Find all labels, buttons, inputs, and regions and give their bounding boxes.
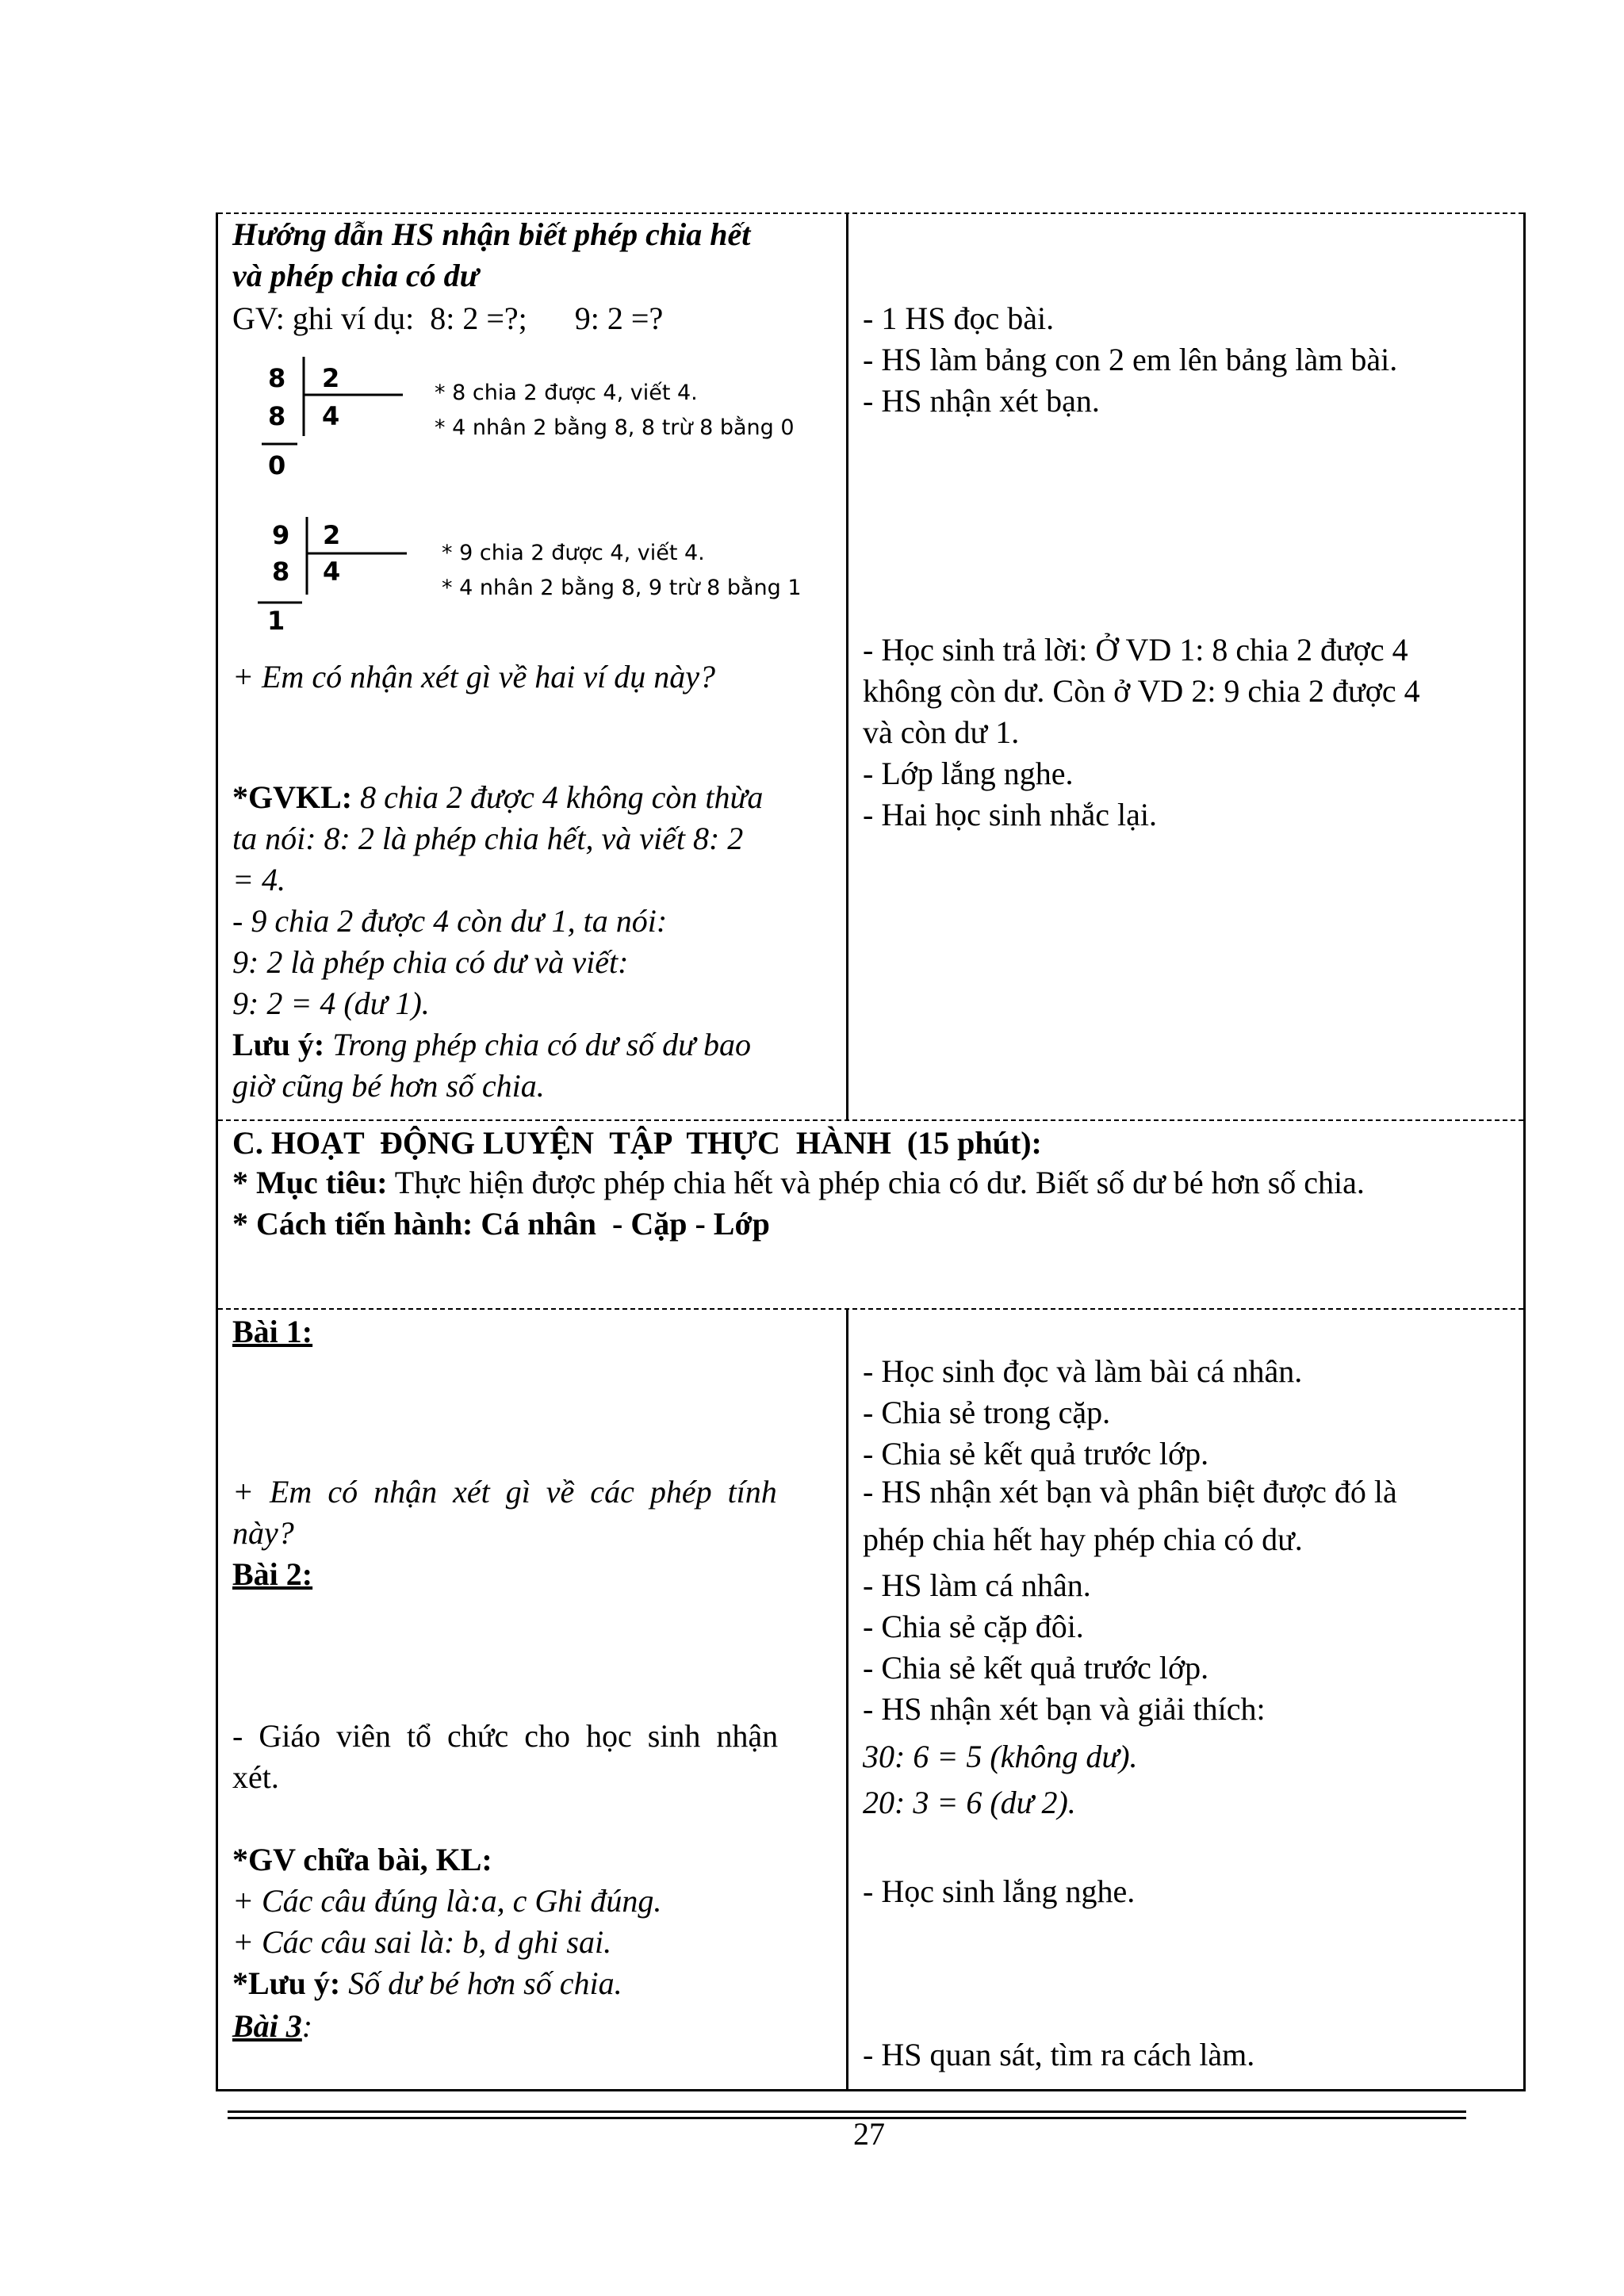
bai-1-step-3: - Chia sẻ kết quả trước lớp.: [863, 1436, 1209, 1471]
bai-2-result-2: 20: 3 = 6 (dư 2).: [863, 1785, 1076, 1820]
luu-y-2-line: [232, 1963, 622, 2004]
cach-tien-hanh: * Cách tiến hành: Cá nhân - Cặp - Lớp: [232, 1206, 770, 1242]
remainder: 1: [267, 606, 285, 636]
bai-1-step-2: - Chia sẻ trong cặp.: [863, 1395, 1111, 1430]
luu-y-line-1: [232, 1024, 751, 1066]
question-two-examples: + Em có nhận xét gì về hai ví dụ này?: [232, 659, 716, 695]
example-line: GV: ghi ví dụ: 8: 2 =?; 9: 2 =?: [232, 300, 664, 336]
gv-organize-line-2: xét.: [232, 1759, 279, 1795]
right-item-repeat: - Hai học sinh nhắc lại.: [863, 797, 1157, 832]
wrong-answers: + Các câu sai là: b, d ghi sai.: [232, 1924, 612, 1960]
division-note-1: * 8 chia 2 được 4, viết 4.: [435, 381, 698, 405]
bai-1-question-line-2: này?: [232, 1515, 294, 1551]
bai-1-label: Bài 1:: [232, 1314, 313, 1349]
luu-y-2-label: *Lưu ý:: [232, 1965, 341, 2001]
gvkl-line-1: [232, 777, 763, 818]
column-divider-upper: [846, 212, 848, 1119]
section-c-title: C. HOẠT ĐỘNG LUYỆN TẬP THỰC HÀNH (15 phút):: [232, 1125, 1042, 1161]
bai-2-step-1: - HS làm cá nhân.: [863, 1567, 1091, 1603]
product: 8: [268, 401, 286, 431]
gvkl-text-1: 8 chia 2 được 4 không còn thừa: [352, 779, 764, 815]
dividend: 9: [272, 520, 290, 550]
right-item-review: - HS nhận xét bạn.: [863, 383, 1100, 419]
right-answer-line-2: không còn dư. Còn ở VD 2: 9 chia 2 được 4: [863, 673, 1420, 709]
division-note-1: * 9 chia 2 được 4, viết 4.: [442, 541, 705, 565]
section-divider-bottom: [218, 1308, 1523, 1310]
remainder: 0: [268, 450, 286, 480]
footer-rule-1: [228, 2110, 1466, 2113]
division-note-2: * 4 nhân 2 bằng 8, 9 trừ 8 bằng 1: [442, 576, 802, 600]
muc-tieu-label: * Mục tiêu:: [232, 1165, 388, 1200]
gv-chua-bai: *GV chữa bài, KL:: [232, 1842, 492, 1877]
gvkl-label: *GVKL:: [232, 779, 353, 815]
footer-rule-2: [228, 2117, 1466, 2119]
gv-organize-line-1: - Giáo viên tổ chức cho học sinh nhận: [232, 1718, 779, 1754]
luu-y-2-text: Số dư bé hơn số chia.: [340, 1965, 622, 2001]
muc-tieu-line: [232, 1162, 1365, 1203]
right-answer-line-1: - Học sinh trả lời: Ở VD 1: 8 chia 2 được 4: [863, 632, 1408, 668]
listen-item: - Học sinh lắng nghe.: [863, 1873, 1136, 1909]
bai-2-result-1: 30: 6 = 5 (không dư).: [863, 1739, 1138, 1774]
heading-line-2: và phép chia có dư: [232, 258, 479, 293]
product: 8: [272, 557, 290, 587]
division-bracket-2: [258, 514, 416, 656]
correct-answers: + Các câu đúng là:a, c Ghi đúng.: [232, 1883, 662, 1919]
section-divider-top: [218, 1119, 1523, 1121]
bai-3-step-1: - HS quan sát, tìm ra cách làm.: [863, 2037, 1255, 2072]
divisor: 2: [322, 363, 340, 393]
bai-2-step-2: - Chia sẻ cặp đôi.: [863, 1609, 1084, 1644]
gvkl-line-2: ta nói: 8: 2 là phép chia hết, và viết 8: 2: [232, 821, 744, 856]
bai-2-step-3: - Chia sẻ kết quả trước lớp.: [863, 1650, 1209, 1686]
page-number: 27: [853, 2116, 885, 2152]
note-line-4: - 9 chia 2 được 4 còn dư 1, ta nói:: [232, 903, 668, 939]
bai-1-step-4-line-1: - HS nhận xét bạn và phân biệt được đó là: [863, 1474, 1397, 1510]
luu-y-line-2: giờ cũng bé hơn số chia.: [232, 1068, 545, 1104]
right-item-read: - 1 HS đọc bài.: [863, 300, 1055, 336]
bai-1-step-1: - Học sinh đọc và làm bài cá nhân.: [863, 1353, 1303, 1389]
heading-line-1: Hướng dẫn HS nhận biết phép chia hết: [232, 216, 751, 252]
quotient: 4: [323, 557, 341, 587]
note-line-5: 9: 2 là phép chia có dư và viết:: [232, 944, 629, 980]
long-division-1: [262, 349, 833, 492]
bai-2-label: Bài 2:: [232, 1556, 313, 1592]
right-answer-line-3: và còn dư 1.: [863, 714, 1020, 750]
division-note-2: * 4 nhân 2 bằng 8, 8 trừ 8 bằng 0: [435, 415, 795, 440]
right-item-listen: - Lớp lắng nghe.: [863, 756, 1074, 791]
divisor: 2: [323, 520, 341, 550]
right-item-board: - HS làm bảng con 2 em lên bảng làm bài.: [863, 342, 1398, 377]
luu-y-text-1: Trong phép chia có dư số dư bao: [324, 1027, 751, 1062]
bai-2-step-4: - HS nhận xét bạn và giải thích:: [863, 1691, 1266, 1727]
division-bracket-1: [262, 349, 404, 492]
gvkl-line-3: = 4.: [232, 862, 285, 897]
bai-3-label: Bài 3: [232, 2008, 302, 2044]
bai-1-step-4-line-2: phép chia hết hay phép chia có dư.: [863, 1521, 1303, 1557]
column-divider-lower: [846, 1308, 848, 2089]
long-division-2: [258, 514, 829, 656]
bai-1-question-line-1: + Em có nhận xét gì về các phép tính: [232, 1474, 777, 1510]
quotient: 4: [322, 401, 340, 431]
dividend: 8: [268, 363, 286, 393]
bai-3-line: Bài 3:: [232, 2008, 313, 2044]
note-line-6: 9: 2 = 4 (dư 1).: [232, 985, 430, 1021]
muc-tieu-text: Thực hiện được phép chia hết và phép chia có dư. Biết số dư bé hơn số chia.: [387, 1165, 1365, 1200]
luu-y-label: Lưu ý:: [232, 1027, 325, 1062]
